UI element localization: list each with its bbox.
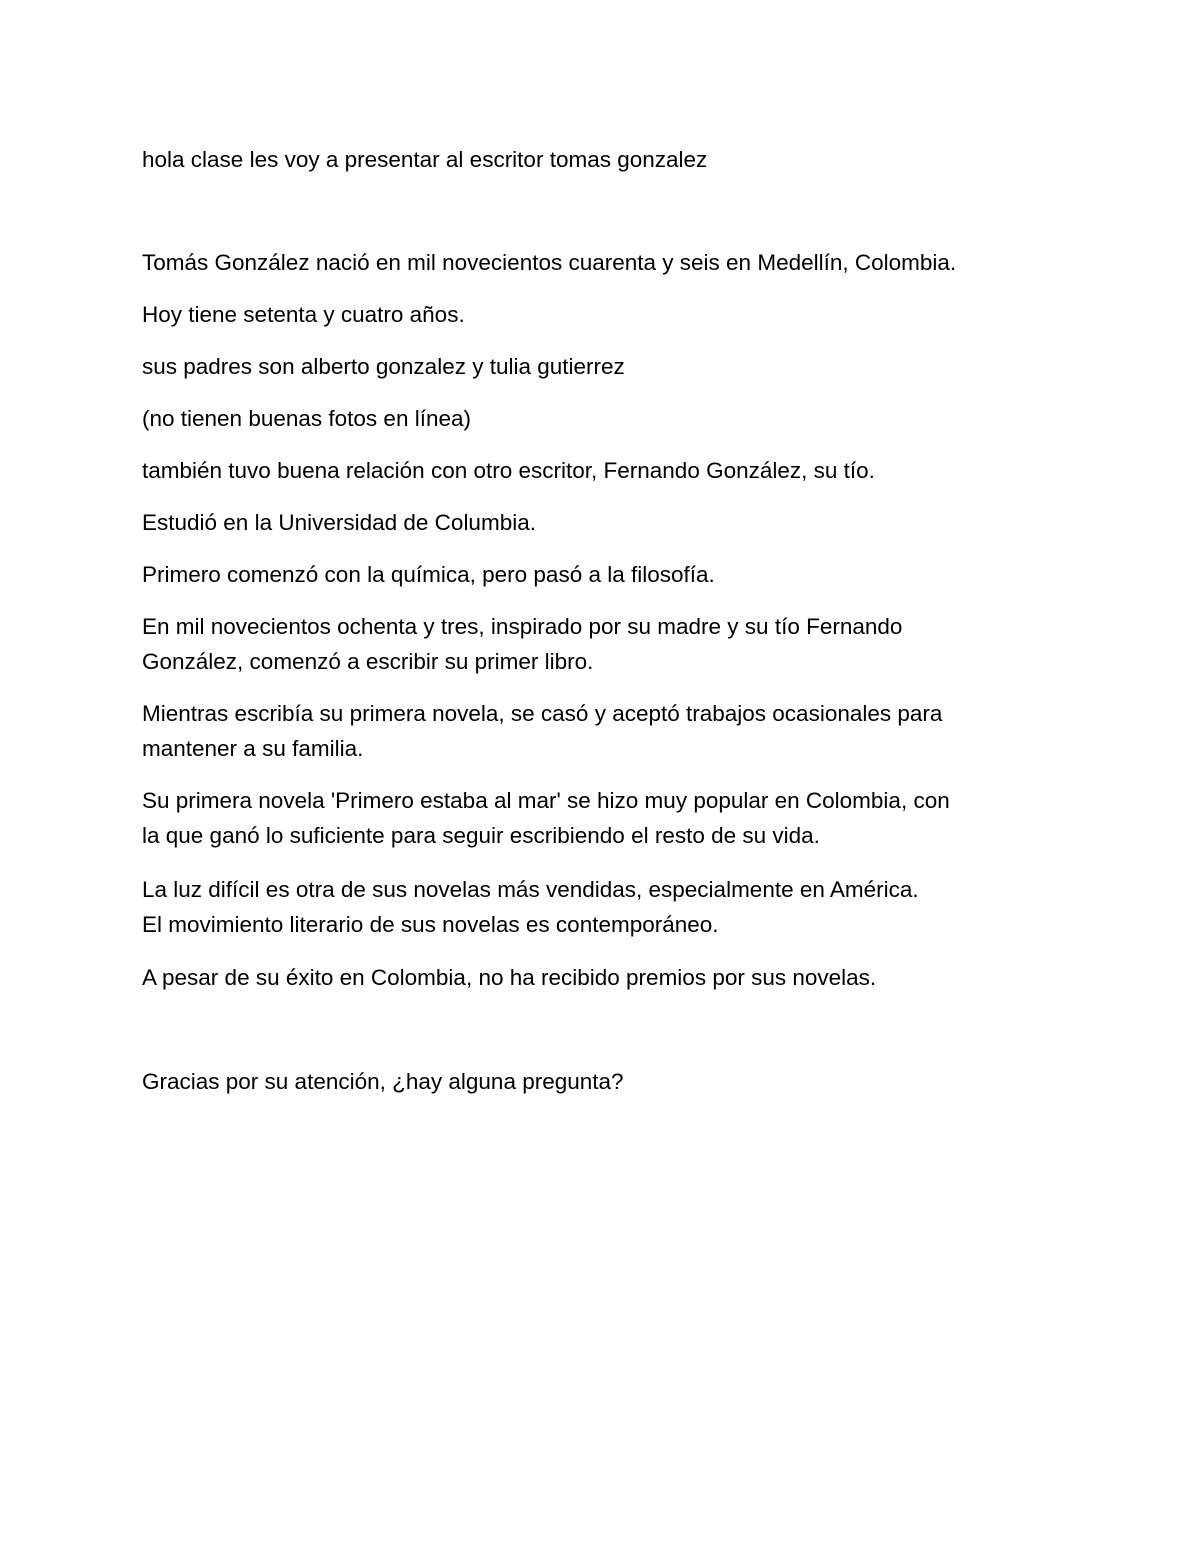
paragraph-marriage-line2: mantener a su familia. (142, 736, 364, 761)
paragraph-first-novel-line2: la que ganó lo suficiente para seguir escribiendo el resto de su vida. (142, 823, 820, 848)
paragraph-first-book-line1: En mil novecientos ochenta y tres, inspirado por su madre y su tío Fernando (142, 614, 903, 639)
paragraph-age: Hoy tiene setenta y cuatro años. (142, 302, 465, 327)
closing-line: Gracias por su atención, ¿hay alguna pregunta? (142, 1069, 624, 1094)
paragraph-university: Estudió en la Universidad de Columbia. (142, 510, 536, 535)
paragraph-uncle: también tuvo buena relación con otro escritor, Fernando González, su tío. (142, 458, 875, 483)
paragraph-luz-dificil: La luz difícil es otra de sus novelas más vendidas, especialmente en América. (142, 877, 919, 902)
paragraph-photos-note: (no tienen buenas fotos en línea) (142, 406, 471, 431)
paragraph-parents: sus padres son alberto gonzalez y tulia gutierrez (142, 354, 625, 379)
paragraph-awards: A pesar de su éxito en Colombia, no ha recibido premios por sus novelas. (142, 965, 877, 990)
paragraph-birth: Tomás González nació en mil novecientos cuarenta y seis en Medellín, Colombia. (142, 250, 957, 275)
intro-line: hola clase les voy a presentar al escritor tomas gonzalez (142, 147, 708, 172)
paragraph-first-book-line2: González, comenzó a escribir su primer libro. (142, 649, 594, 674)
paragraph-marriage-line1: Mientras escribía su primera novela, se casó y aceptó trabajos ocasionales para (142, 701, 943, 726)
paragraph-studies: Primero comenzó con la química, pero pasó a la filosofía. (142, 562, 715, 587)
paragraph-first-novel-line1: Su primera novela 'Primero estaba al mar' se hizo muy popular en Colombia, con (142, 788, 950, 813)
paragraph-literary-movement: El movimiento literario de sus novelas es contemporáneo. (142, 912, 719, 937)
